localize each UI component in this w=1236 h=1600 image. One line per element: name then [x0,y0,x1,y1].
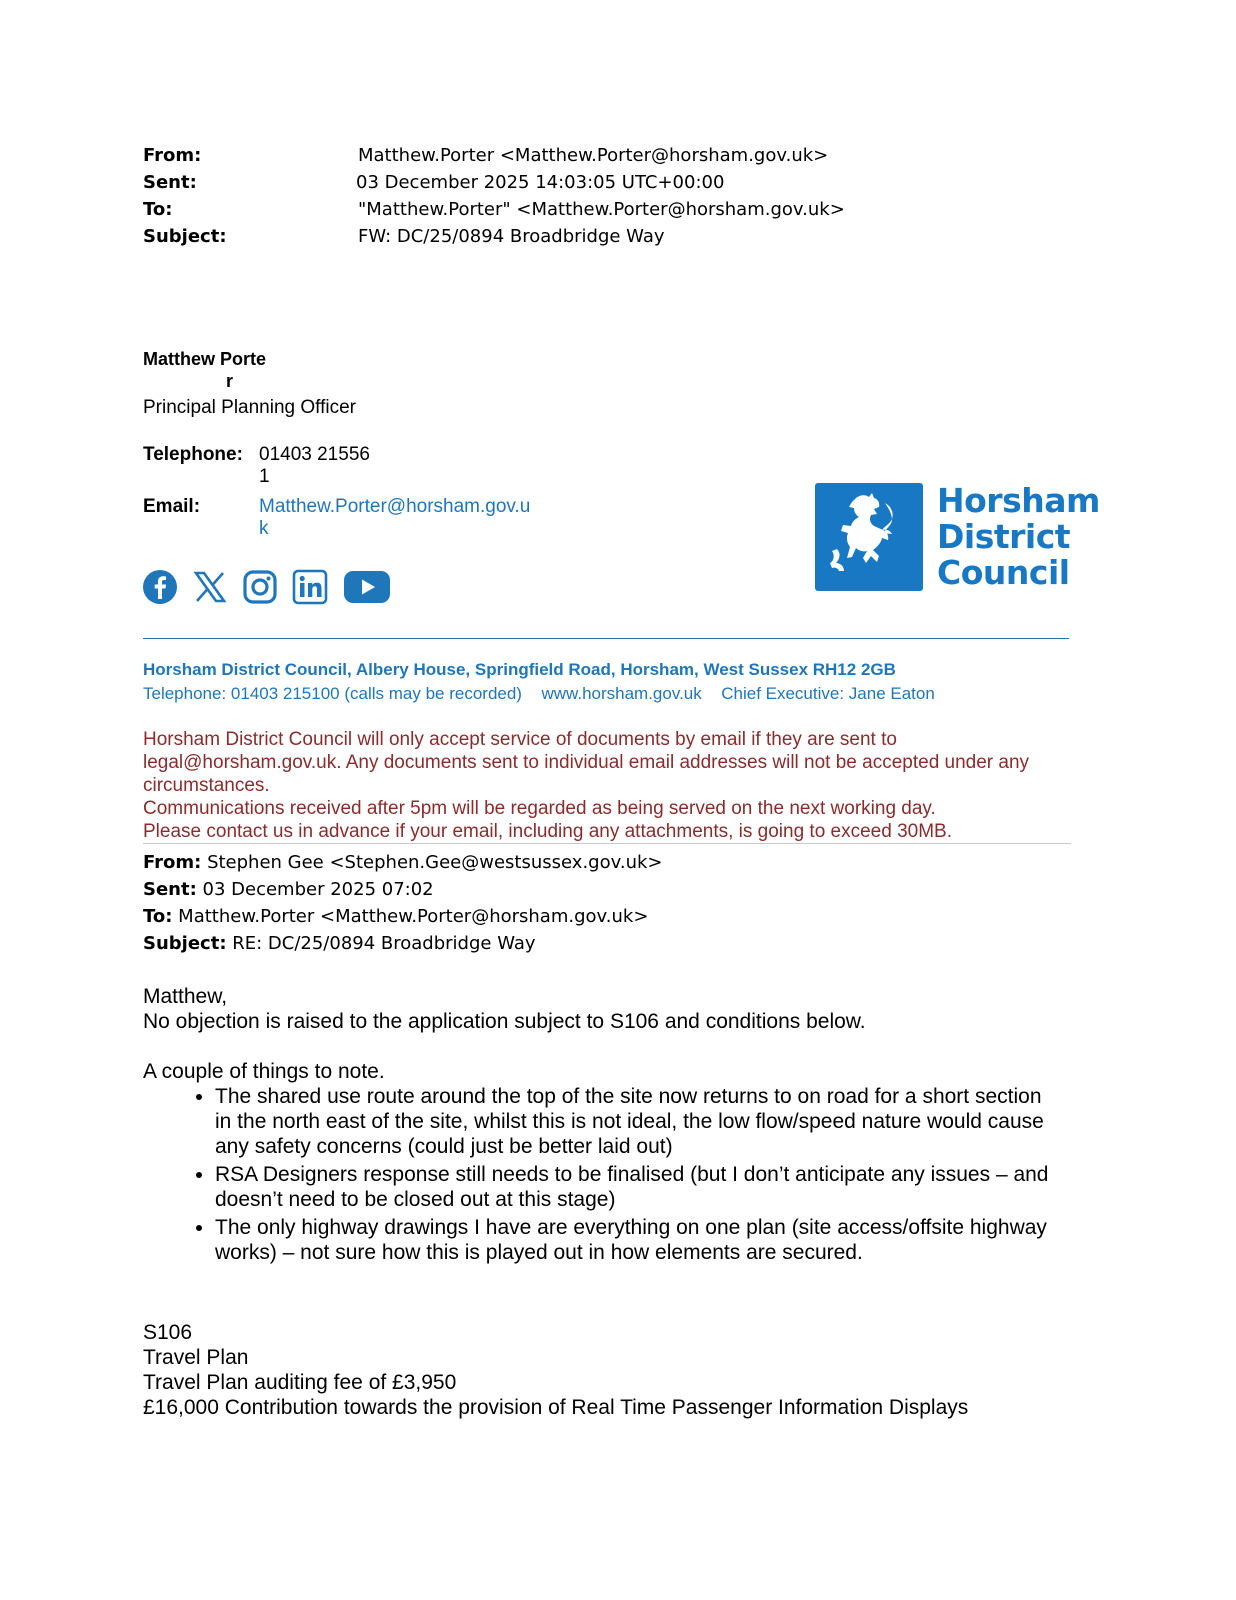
s106-line: Travel Plan [143,1346,249,1369]
x-icon[interactable] [192,569,228,605]
to-label: To: [143,199,173,220]
social-icons [142,569,392,605]
to-value: "Matthew.Porter" <Matthew.Porter@horsham.gov.uk> [358,199,845,220]
telephone-value: 01403 21556 1 [259,444,370,487]
fwd-to-label: To: [143,906,173,927]
subject-label: Subject: [143,226,227,247]
message-body [143,984,1063,1268]
telephone-block [143,444,243,466]
signature-divider [143,638,1069,639]
list-item: • The only highway drawings I have are everything on one plan (site access/offsite highway works) – not sure how this is played out in how elements are secured. [215,1215,1055,1265]
logo-wordmark: Horsham District Council [937,481,1100,592]
footer-telephone: Telephone: 01403 215100 (calls may be recorded) [143,684,522,703]
s106-line: £16,000 Contribution towards the provision of Real Time Passenger Information Displays [143,1396,969,1419]
notes-list [143,1084,1055,1265]
fwd-subject-label: Subject: [143,933,227,954]
telephone-label: Telephone: [143,444,243,465]
message-intro: A couple of things to note. [143,1060,385,1083]
s106-heading: S106 [143,1321,193,1344]
signature-title: Principal Planning Officer [143,397,356,418]
fwd-from-label: From: [143,852,202,873]
email-label: Email: [143,496,201,517]
email-link[interactable]: Matthew.Porter@horsham.gov.u k [259,496,531,539]
s106-line: Travel Plan auditing fee of £3,950 [143,1371,457,1394]
from-value: Matthew.Porter <Matthew.Porter@horsham.gov.uk> [358,145,829,166]
sent-label: Sent: [143,172,197,193]
forwarded-header [143,849,663,957]
footer-contact [143,684,935,704]
fwd-sent-value: 03 December 2025 07:02 [196,879,434,900]
forward-divider [143,843,1071,844]
footer-chief-exec: Chief Executive: Jane Eaton [721,684,935,703]
sent-value: 03 December 2025 14:03:05 UTC+00:00 [356,172,725,193]
from-label: From: [143,145,202,166]
email-header [143,142,1043,250]
signature-name: Matthew Porte r [143,349,267,391]
facebook-icon[interactable] [142,569,178,605]
council-logo [815,483,1100,591]
message-line: No objection is raised to the application subject to S106 and conditions below. [143,1010,866,1033]
linkedin-icon[interactable] [292,569,328,605]
list-item: • The shared use route around the top of the site now returns to on road for a short section in the north east of the site, whilst this is not ideal, the low flow/speed nature would cause any safety concerns (could just be better laid out) [215,1084,1055,1159]
legal-notice: Horsham District Council will only accept service of documents by email if they are sent to legal@horsham.gov.uk. Any documents sent to individual email addresses will not be accepted under any circumstances. Communications received after 5pm will be regarded as being served on the next working day. Please contact us in advance if your email, including any attachments, is going to exceed 30MB. [143,729,1030,842]
greeting: Matthew, [143,985,228,1008]
footer-website-link[interactable]: www.horsham.gov.uk [541,684,702,703]
instagram-icon[interactable] [242,569,278,605]
fwd-sent-label: Sent: [143,879,197,900]
lion-emblem-icon [815,483,923,591]
list-item: • RSA Designers response still needs to be finalised (but I don’t anticipate any issues – and doesn’t need to be closed out at this stage) [215,1162,1055,1212]
youtube-icon[interactable] [342,569,392,605]
fwd-from-value: Stephen Gee <Stephen.Gee@westsussex.gov.uk> [201,852,663,873]
fwd-to-value: Matthew.Porter <Matthew.Porter@horsham.gov.uk> [172,906,649,927]
footer-address: Horsham District Council, Albery House, Springfield Road, Horsham, West Sussex RH12 2GB [143,660,896,679]
s106-section [143,1320,1063,1420]
fwd-subject-value: RE: DC/25/0894 Broadbridge Way [226,933,536,954]
subject-value: FW: DC/25/0894 Broadbridge Way [358,226,665,247]
